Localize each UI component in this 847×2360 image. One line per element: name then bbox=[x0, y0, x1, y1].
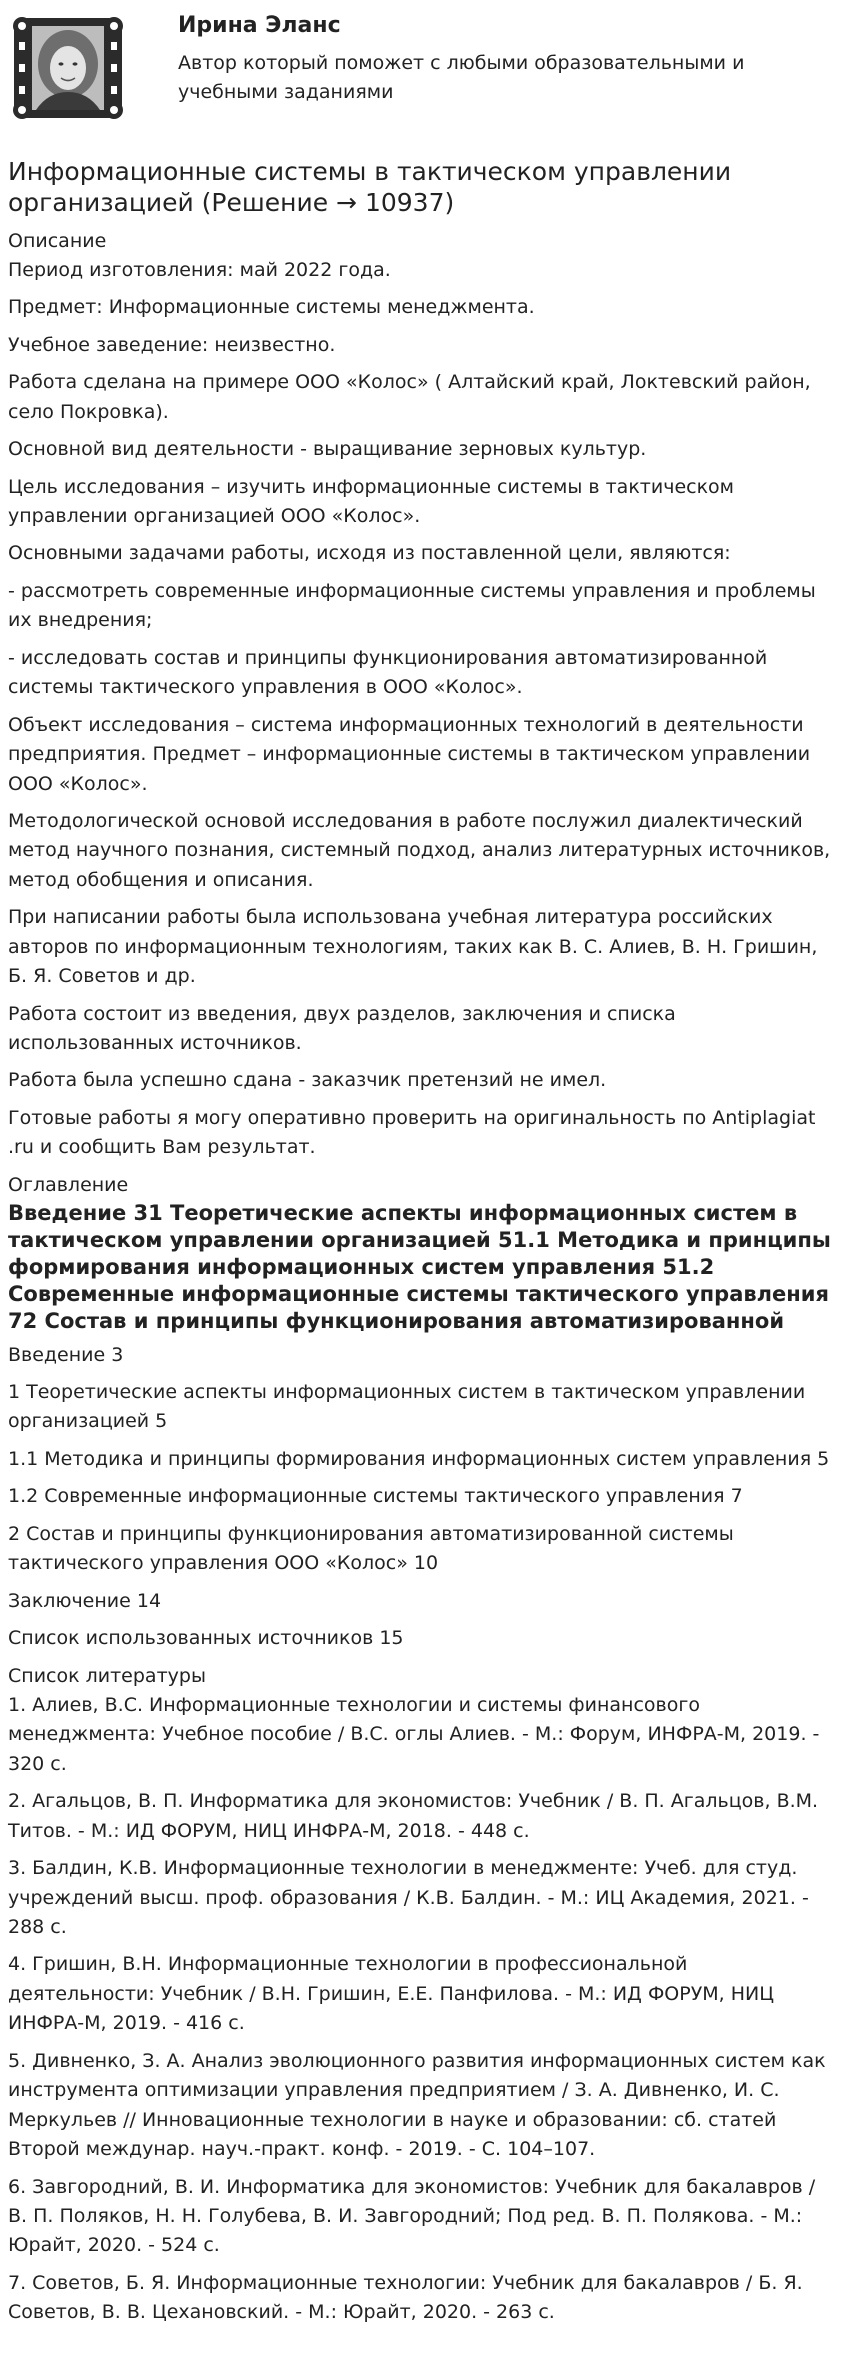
toc-item: 1 Теоретические аспекты информационных систем в тактическом управлении организацией 5 bbox=[8, 1381, 806, 1433]
toc-item: 2 Состав и принципы функционирования автоматизированной системы тактического управления ООО «Колос» 10 bbox=[8, 1522, 734, 1575]
toc-item: Список использованных источников 15 bbox=[8, 1627, 404, 1650]
description-paragraph: Работа состоит из введения, двух разделов, заключения и списка использованных источников. bbox=[8, 1002, 676, 1054]
description-paragraph: Работа была успешно сдана - заказчик претензий не имел. bbox=[8, 1069, 607, 1092]
description-paragraph: Предмет: Информационные системы менеджмента. bbox=[8, 296, 535, 319]
description-paragraph: При написании работы была использована учебная литература российских авторов по информационным технологиям, таких как В. С. Алиев, В. Н. Гришин, Б. Я. Советов и др. bbox=[8, 906, 818, 988]
reference-item: 6. Завгородний, В. И. Информатика для экономистов: Учебник для бакалавров / В. П. Поляков, Н. Н. Голубева, В. И. Завгородний; Под ред. В. П. Полякова. - М.: Юрайт, 2020. - 524 с. bbox=[8, 2175, 816, 2257]
author-description: Автор который поможет с любыми образовательными и учебными заданиями bbox=[178, 51, 745, 104]
toc-item: 1.1 Методика и принципы формирования информационных систем управления 5 bbox=[8, 1447, 830, 1470]
toc-summary-bold: Введение 31 Теоретические аспекты информационных систем в тактическом управлении организацией 51.1 Методика и принципы формирования информационных систем управления 51.2 Современные информационные системы тактического управления 72 Состав и принципы функционирования автоматизированной bbox=[8, 1201, 831, 1333]
toc-label: Оглавление bbox=[8, 1173, 129, 1196]
reference-item: 2. Агальцов, В. П. Информатика для экономистов: Учебник / В. П. Агальцов, В.М. Титов. - М.: ИД ФОРУМ, НИЦ ИНФРА-М, 2018. - 448 с. bbox=[8, 1790, 819, 1842]
description-paragraph: Методологической основой исследования в работе послужил диалектический метод научного познания, системный подход, анализ литературных источников, метод обобщения и описания. bbox=[8, 809, 831, 891]
toc-item: Введение 3 bbox=[8, 1343, 124, 1366]
references-label: Список литературы bbox=[8, 1664, 206, 1687]
document-title: Информационные системы в тактическом управлении организацией (Решение → 10937) bbox=[8, 157, 732, 218]
reference-item: 5. Дивненко, З. А. Анализ эволюционного развития информационных систем как инструмента оптимизации управления предприятием / З. А. Дивненко, И. С. Меркульев // Инновационные технологии в науке и образовании: сб. статей Второй междунар. науч.-практ. конф. - 2019. - С. 104–107. bbox=[8, 2049, 826, 2161]
avatar[interactable] bbox=[8, 8, 128, 128]
toc-item: 1.2 Современные информационные системы тактического управления 7 bbox=[8, 1485, 743, 1508]
description-paragraph: Учебное заведение: неизвестно. bbox=[8, 333, 336, 356]
avatar-film-frame-image bbox=[8, 8, 128, 128]
author-info bbox=[178, 8, 798, 107]
reference-item: 1. Алиев, В.С. Информационные технологии и системы финансового менеджмента: Учебное пособие / В.С. оглы Алиев. - М.: Форум, ИНФРА-М, 2019. - 320 с. bbox=[8, 1693, 820, 1775]
description-paragraph: Основной вид деятельности - выращивание зерновых культур. bbox=[8, 438, 647, 461]
description-paragraph: Период изготовления: май 2022 года. bbox=[8, 258, 391, 281]
author-name[interactable]: Ирина Эланс bbox=[178, 13, 341, 38]
references-list bbox=[8, 1691, 839, 2328]
reference-item: 4. Гришин, В.Н. Информационные технологии в профессиональной деятельности: Учебник / В.Н. Гришин, Е.Е. Панфилова. - М.: ИД ФОРУМ, НИЦ ИНФРА-М, 2019. - 416 с. bbox=[8, 1953, 775, 2035]
reference-item: 3. Балдин, К.В. Информационные технологии в менеджменте: Учеб. для студ. учреждений высш. проф. образования / К.В. Балдин. - М.: ИЦ Академия, 2021. - 288 с. bbox=[8, 1857, 809, 1938]
description-paragraph: Готовые работы я могу оперативно проверить на оригинальность по Antiplagiat .ru и сообщить Вам результат. bbox=[8, 1106, 816, 1159]
description-label: Описание bbox=[8, 229, 107, 252]
reference-item: 7. Советов, Б. Я. Информационные технологии: Учебник для бакалавров / Б. Я. Советов, В. В. Цехановский. - М.: Юрайт, 2020. - 263 с. bbox=[8, 2271, 803, 2324]
description-paragraph: - рассмотреть современные информационные системы управления и проблемы их внедрения; bbox=[8, 579, 816, 632]
description-paragraph: Объект исследования – система информационных технологий в деятельности предприятия. Предмет – информационные системы в тактическом управлении ООО «Колос». bbox=[8, 713, 811, 795]
description-body bbox=[8, 256, 839, 1163]
toc-list bbox=[8, 1341, 839, 1654]
description-paragraph: - исследовать состав и принципы функционирования автоматизированной системы тактического управления в ООО «Колос». bbox=[8, 646, 768, 699]
description-paragraph: Основными задачами работы, исходя из поставленной цели, являются: bbox=[8, 542, 731, 565]
author-card bbox=[8, 0, 839, 136]
toc-item: Заключение 14 bbox=[8, 1589, 162, 1612]
description-paragraph: Работа сделана на примере ООО «Колос» ( Алтайский край, Локтевский район, село Покровка). bbox=[8, 371, 811, 423]
description-paragraph: Цель исследования – изучить информационные системы в тактическом управлении организацией ООО «Колос». bbox=[8, 475, 735, 527]
